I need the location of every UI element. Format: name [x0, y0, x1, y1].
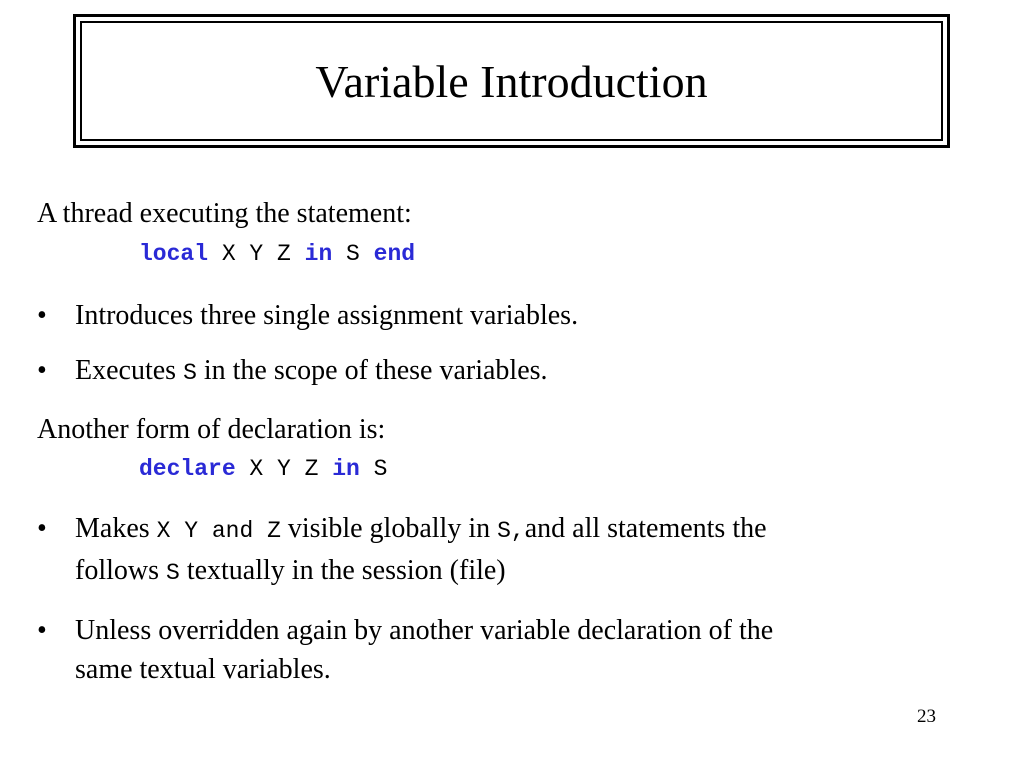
bullet-dot: • [37, 615, 47, 646]
slide-title: Variable Introduction [315, 56, 708, 107]
bullet-line [75, 551, 967, 593]
code-statement: S [332, 241, 374, 267]
bullet-line: same textual variables. [75, 654, 331, 685]
bullet-item [37, 351, 967, 393]
code-vars: X Y Z [235, 456, 333, 482]
code-declare-statement [139, 456, 387, 484]
inline-code: S [183, 360, 197, 386]
inline-code: S [166, 560, 180, 586]
intro-text: A thread executing the statement: [37, 198, 412, 229]
bullet-item [37, 611, 967, 689]
inline-code: X Y and Z [156, 518, 281, 544]
keyword-end: end [373, 241, 416, 267]
keyword-in: in [332, 456, 360, 482]
page-number: 23 [917, 706, 936, 727]
bullet-dot: • [37, 513, 47, 544]
code-local-statement [139, 241, 415, 269]
inline-code: S, [497, 518, 525, 544]
bullet-item [37, 509, 967, 593]
bullet-text-pre: follows [75, 555, 166, 586]
bullet-text-post: in the scope of these variables. [196, 355, 548, 386]
bullet-text [75, 509, 967, 593]
bullet-text-pre: Executes [75, 355, 184, 386]
keyword-declare: declare [139, 456, 236, 482]
declaration-intro-text: Another form of declaration is: [37, 414, 386, 445]
bullet-text: Introduces three single assignment variables. [75, 300, 579, 331]
title-frame-inner [80, 21, 943, 141]
bullet-line: Unless overridden again by another variable declaration of the [75, 615, 774, 646]
code-statement: S [359, 456, 388, 482]
keyword-in: in [304, 241, 333, 267]
bullet-line [75, 509, 967, 551]
code-vars: X Y Z [208, 241, 305, 267]
bullet-text-post: textually in the session (file) [179, 555, 506, 586]
bullet-text [75, 351, 967, 393]
bullet-dot: • [37, 300, 47, 331]
bullet-item [37, 296, 967, 335]
bullet-text [75, 611, 967, 689]
bullet-dot: • [37, 355, 47, 386]
bullet-text-post: and all statements the [524, 513, 767, 544]
keyword-local: local [139, 241, 209, 267]
bullet-text-pre: Makes [75, 513, 157, 544]
title-frame [73, 14, 950, 148]
bullet-text-mid: visible globally in [280, 513, 498, 544]
